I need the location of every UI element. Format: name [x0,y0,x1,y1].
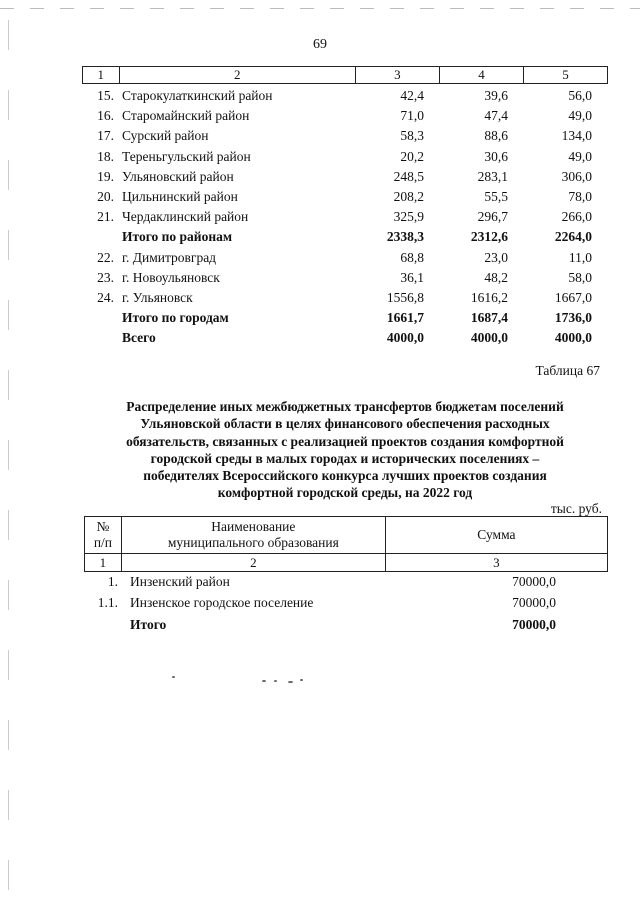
scan-border-top [0,8,640,9]
row-sum: 70000,0 [512,573,556,589]
table-row [82,86,608,106]
row-value-col4: 2312,6 [470,229,508,245]
row-name: г. Димитровград [122,249,217,265]
total-row [84,614,608,636]
row-value-col5: 266,0 [561,209,592,225]
row-value-col3: 2338,3 [386,229,424,245]
scan-speck [288,681,293,683]
row-number: 19. [97,168,114,184]
row-number: 18. [97,148,114,164]
caption-line: победителях Всероссийского конкурса лучших проектов создания [143,468,547,484]
header-sum: Сумма [385,517,607,553]
row-value-col4: 39,6 [484,88,508,104]
table1-body [82,86,608,348]
table2-header [84,516,608,572]
header-num-line1: № [96,519,110,534]
header-name [121,517,385,553]
row-value-col5: 11,0 [568,249,592,265]
header-name-line1: Наименование [211,519,296,534]
row-value-col3: 36,1 [400,269,424,285]
subtotal-row-cities [82,308,608,328]
row-value-col3: 20,2 [400,148,424,164]
row-value-col5: 78,0 [568,189,592,205]
row-name: Всего [122,330,156,346]
row-value-col5: 134,0 [561,128,592,144]
row-value-col4: 55,5 [484,189,508,205]
subtotal-row-districts [82,227,608,247]
table-row [82,106,608,126]
row-number: 17. [97,128,114,144]
table-row [82,147,608,167]
total-row [82,328,608,348]
row-value-col4: 30,6 [484,148,508,164]
row-value-col3: 325,9 [393,209,424,225]
caption-line: обязательств, связанных с реализацией проектов создания комфортной [126,433,564,449]
scan-speck [262,680,266,682]
row-number: 20. [97,189,114,205]
table2-body [84,571,608,636]
row-name: Итого по районам [122,229,233,245]
caption-line: городской среды в малых городах и исторических поселениях – [150,450,540,466]
row-name: г. Ульяновск [122,289,193,305]
row-value-col4: 1687,4 [470,310,508,326]
row-value-col5: 56,0 [568,88,592,104]
table2-numbering-row [85,553,607,571]
table1-header-col5: 5 [523,67,607,83]
table1-header-col4: 4 [439,67,523,83]
row-number: 23. [97,269,114,285]
row-value-col4: 88,6 [484,128,508,144]
row-value-col4: 23,0 [484,249,508,265]
row-value-col3: 1556,8 [386,289,424,305]
row-value-col3: 248,5 [393,168,424,184]
table1-header-col3: 3 [355,67,439,83]
row-name: Тереньгульский район [122,148,251,164]
numbering-col2: 2 [121,554,385,571]
header-num-line2: п/п [93,535,113,550]
row-name: г. Новоульяновск [122,269,220,285]
row-value-col4: 4000,0 [470,330,508,346]
row-value-col4: 296,7 [477,209,508,225]
numbering-col3: 3 [385,554,607,571]
row-value-col5: 49,0 [568,108,592,124]
row-value-col4: 48,2 [484,269,508,285]
table1-header-col2: 2 [119,67,355,83]
caption-line: Ульяновской области в целях финансового обеспечения расходных [140,416,550,432]
row-value-col4: 283,1 [477,168,508,184]
table-row [82,248,608,268]
row-value-col5: 49,0 [568,148,592,164]
row-name: Инзенский район [130,573,230,589]
scan-speck [300,679,303,681]
table-row [82,187,608,207]
row-number: 21. [97,209,114,225]
table-label: Таблица 67 [535,363,600,378]
row-name: Цильнинский район [122,189,238,205]
scan-speck [274,680,277,682]
caption-line: комфортной городской среды, на 2022 год [217,485,473,501]
row-name: Инзенское городское поселение [130,595,314,611]
scan-speck [172,676,175,678]
table-row [82,126,608,146]
row-value-col5: 1736,0 [554,310,592,326]
table1-header-col1: 1 [97,67,105,82]
row-number: 24. [97,289,114,305]
header-name-line2: муниципального образования [167,535,339,550]
row-name: Старокулаткинский район [122,88,273,104]
row-value-col4: 1616,2 [470,289,508,305]
row-name: Итого по городам [122,310,229,326]
row-number: 1.1. [97,595,118,611]
row-value-col3: 208,2 [393,189,424,205]
row-name: Ульяновский район [122,168,234,184]
row-value-col3: 71,0 [400,108,424,124]
row-number: 22. [97,249,114,265]
scan-border-left [8,20,9,890]
row-name: Сурский район [122,128,209,144]
row-sum: 70000,0 [512,616,556,632]
caption-line: Распределение иных межбюджетных трансфертов бюджетам поселений [126,399,564,414]
table2-header-row [85,517,607,553]
table1-header [82,66,608,84]
row-name: Старомайнский район [122,108,250,124]
table-row [84,593,608,615]
numbering-col1: 1 [99,554,107,570]
row-value-col5: 306,0 [561,168,592,184]
row-value-col5: 1667,0 [554,289,592,305]
row-number: 1. [107,573,118,589]
table-row [82,207,608,227]
row-value-col3: 4000,0 [386,330,424,346]
row-value-col5: 2264,0 [554,229,592,245]
row-value-col3: 58,3 [400,128,424,144]
row-value-col3: 42,4 [400,88,424,104]
row-value-col3: 68,8 [400,249,424,265]
table-row [82,167,608,187]
table-row [82,288,608,308]
row-number: 16. [97,108,114,124]
row-value-col5: 58,0 [568,269,592,285]
row-sum: 70000,0 [512,595,556,611]
header-num [85,517,121,553]
table-caption [80,398,610,502]
row-value-col4: 47,4 [484,108,508,124]
row-value-col5: 4000,0 [554,330,592,346]
row-number: 15. [97,88,114,104]
row-value-col3: 1661,7 [386,310,424,326]
page-number: 69 [313,37,327,52]
row-name: Итого [130,616,167,632]
unit-label: тыс. руб. [550,501,602,516]
row-name: Чердаклинский район [122,209,249,225]
table-row [82,268,608,288]
table-row [84,571,608,593]
